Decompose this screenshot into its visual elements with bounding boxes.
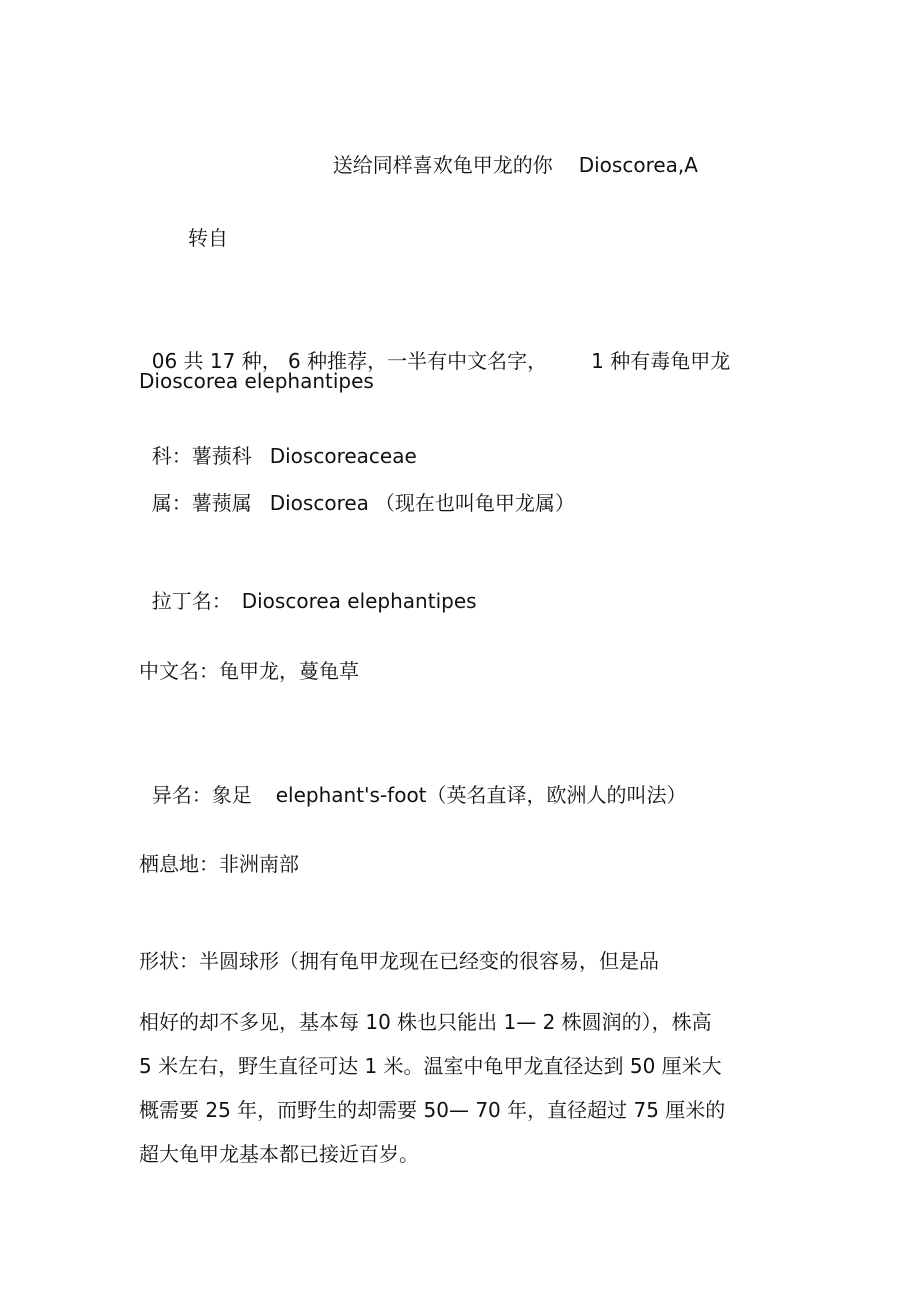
intro-part1: 06 共 17 种， 6 种推荐，一半有中文名字， <box>151 349 548 373</box>
shape-line-4: 概需要 25 年，而野生的却需要 50— 70 年，直径超过 75 厘米的 <box>139 1098 726 1122</box>
shape-line-2: 相好的却不多见，基本每 10 株也只能出 1— 2 株圆润的），株高 <box>139 1010 712 1034</box>
genus-note: （现在也叫龟甲龙属） <box>374 491 575 515</box>
title-latin: Dioscorea,A <box>578 153 698 177</box>
genus-label: 属：薯蓣属 <box>151 491 252 515</box>
shape-line-1: 形状：半圆球形（拥有龟甲龙现在已经变的很容易，但是品 <box>139 949 659 973</box>
intro-part2: 1 种有毒龟甲龙 <box>591 349 731 373</box>
shape-line-3: 5 米左右，野生直径可达 1 米。温室中龟甲龙直径达到 50 厘米大 <box>139 1054 722 1078</box>
source-label: 转自 <box>188 226 228 250</box>
genus-value: Dioscorea <box>269 491 369 515</box>
alias-note: （英名直译，欧洲人的叫法） <box>426 783 687 807</box>
chinese-name-line: 中文名：龟甲龙，蔓龟草 <box>139 659 359 683</box>
latin-name-value: Dioscorea elephantipes <box>241 589 477 613</box>
alias-label: 异名：象足 <box>151 783 252 807</box>
habitat-line: 栖息地：非洲南部 <box>139 852 299 876</box>
genus-line <box>139 461 575 517</box>
latin-name-label: 拉丁名： <box>151 589 232 613</box>
family-label: 科：薯蓣科 <box>151 444 252 468</box>
shape-line-5: 超大龟甲龙基本都已接近百岁。 <box>139 1142 419 1166</box>
family-value: Dioscoreaceae <box>269 444 417 468</box>
title-chinese: 送给同样喜欢龟甲龙的你 <box>332 153 553 177</box>
document-title <box>320 123 698 179</box>
alias-line <box>139 753 687 809</box>
latin-name-line <box>139 559 477 615</box>
alias-value: elephant's-foot <box>275 783 427 807</box>
species-heading: Dioscorea elephantipes <box>139 369 374 393</box>
